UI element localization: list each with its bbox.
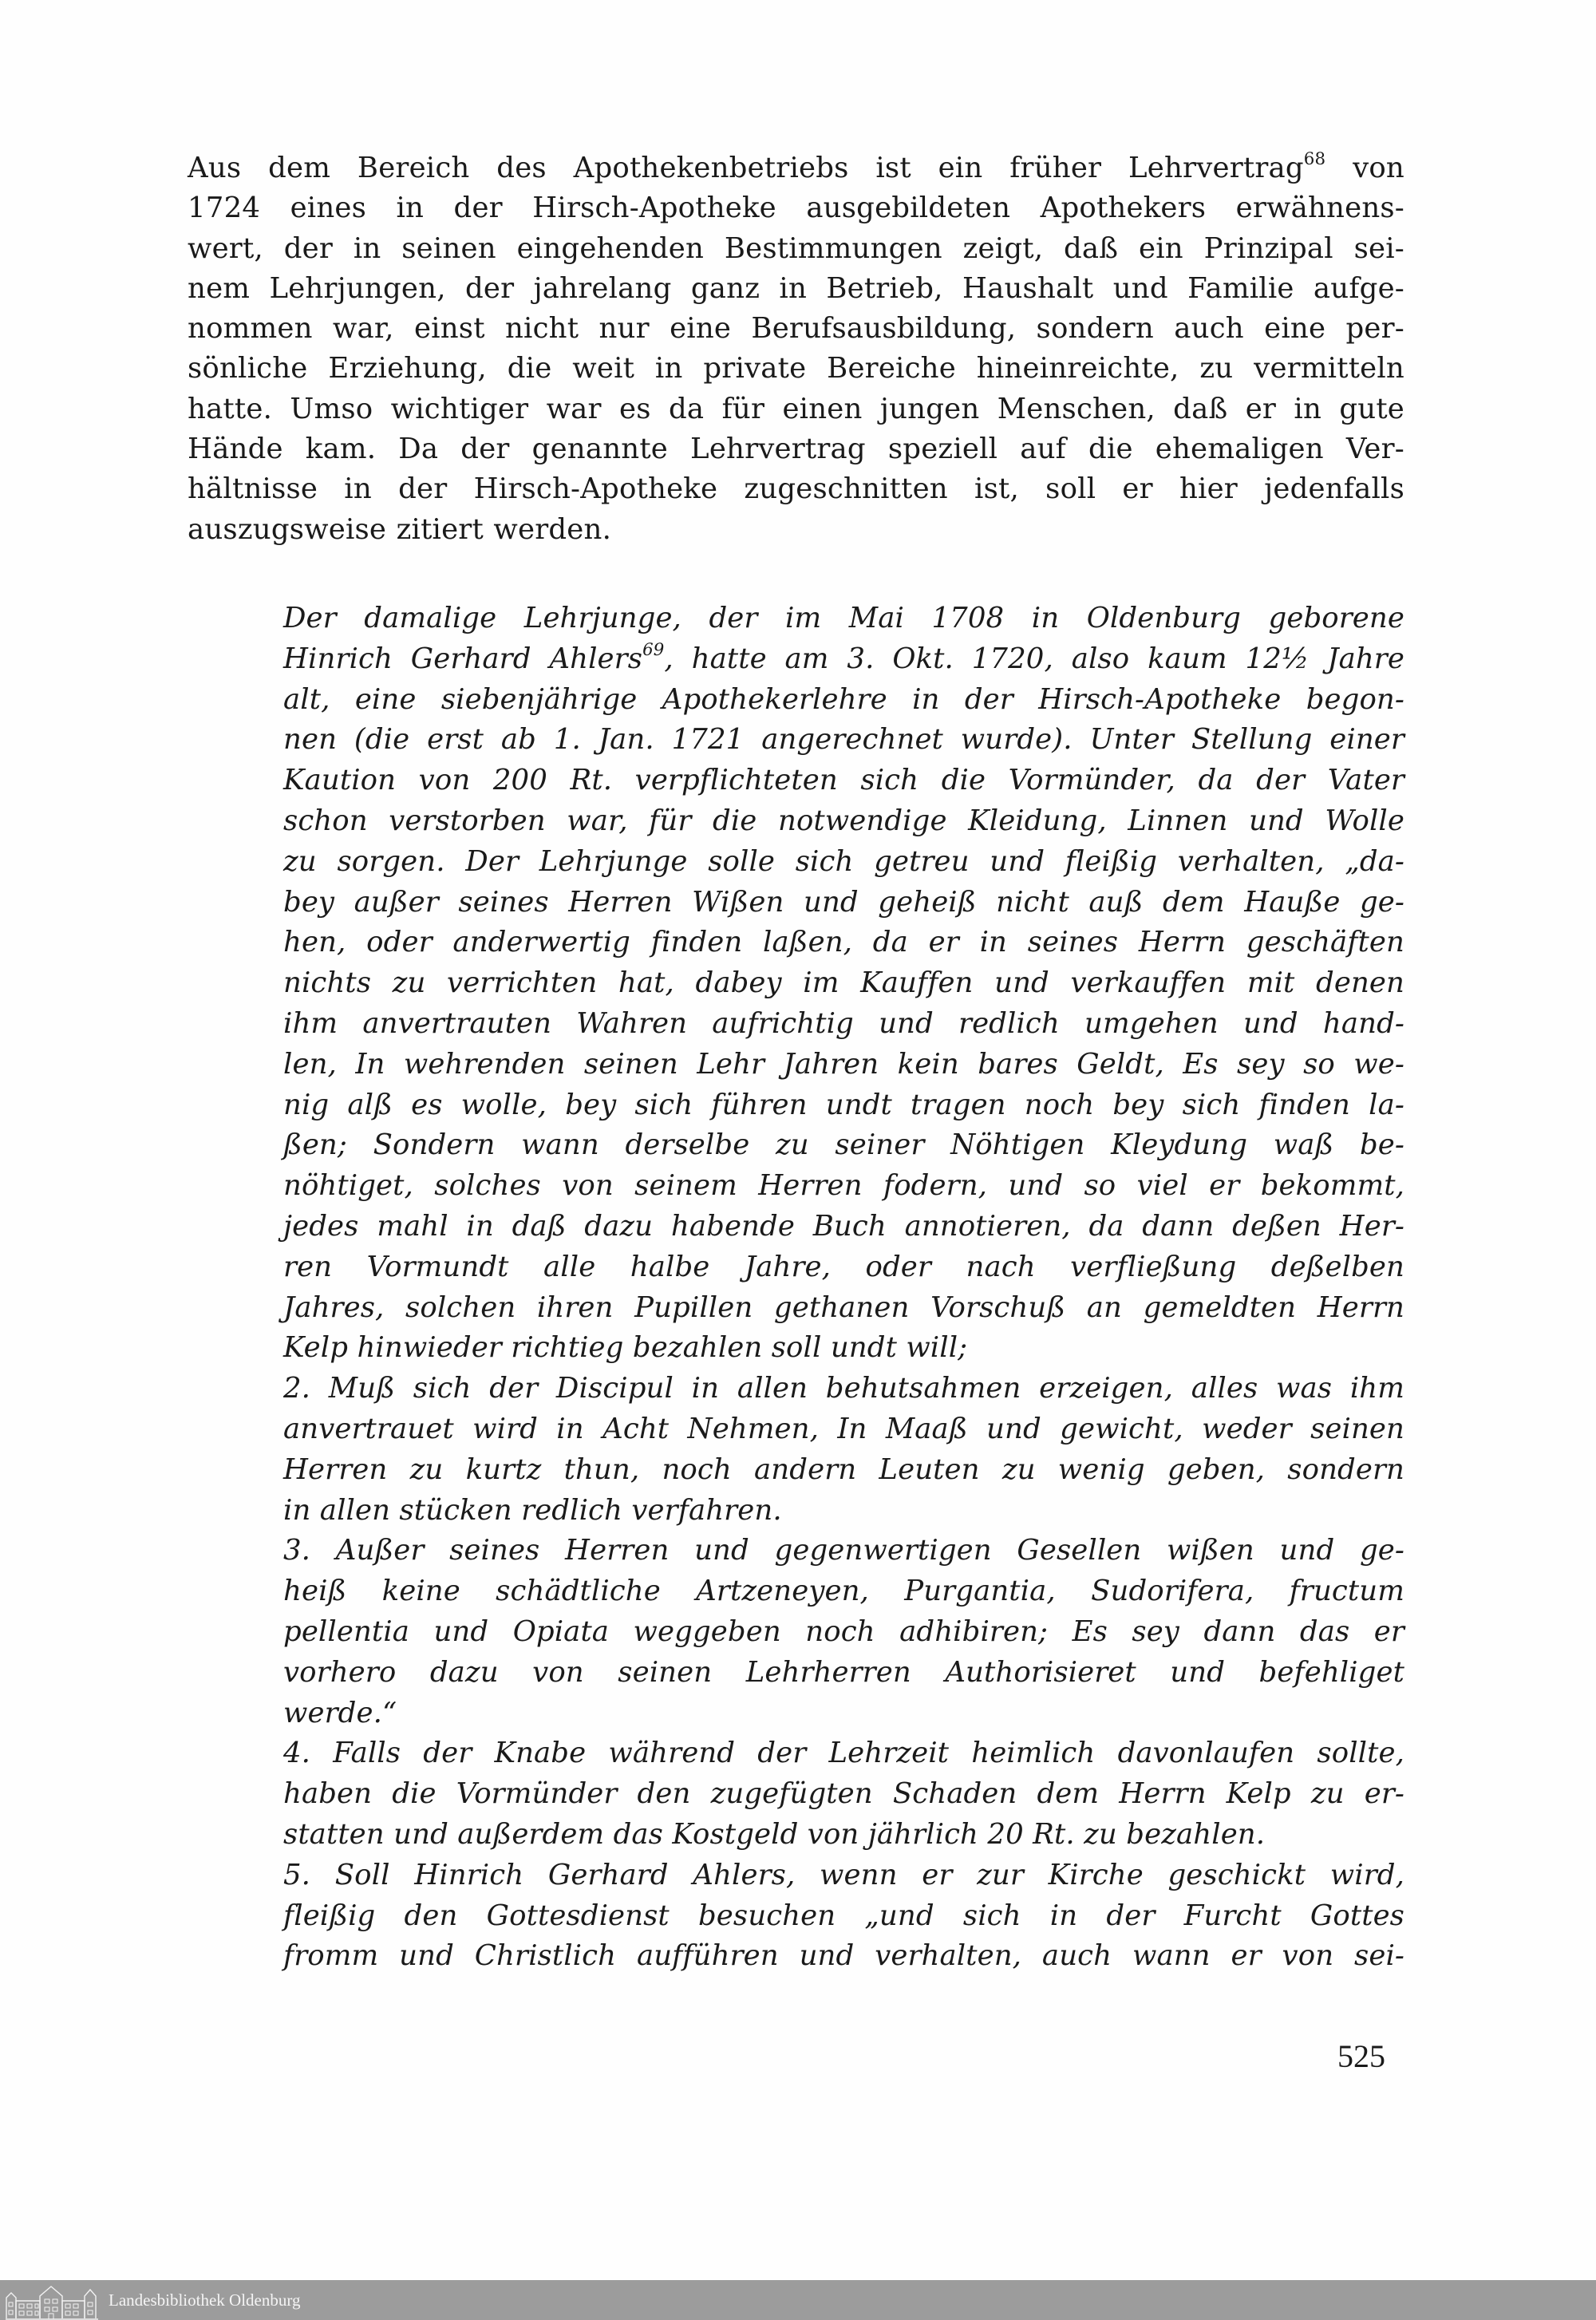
line-text: vorhero dazu von seinen Lehrherren Authorisieret und befehliget — [283, 1655, 1404, 1689]
line-text: ßen; Sondern wann derselbe zu seiner Nöhtigen Kleydung waß be- — [283, 1128, 1404, 1162]
line-text: , hatte am 3. Okt. 1720, also kaum 12½ Jahre — [664, 642, 1404, 675]
text-line — [283, 1774, 1404, 1815]
line-text: nommen war, einst nicht nur eine Berufsausbildung, sondern auch eine per- — [188, 312, 1404, 346]
line-text: anvertrauet wird in Acht Nehmen, In Maaß und gewicht, weder seinen — [283, 1412, 1404, 1445]
library-name: Landesbibliothek Oldenburg — [109, 2290, 301, 2310]
line-text: Herren zu kurtz thun, noch andern Leuten zu wenig geben, sondern — [283, 1452, 1404, 1486]
line-text: 4. Falls der Knabe während der Lehrzeit heimlich davonlaufen sollte, — [283, 1737, 1404, 1770]
text-line — [188, 469, 1404, 509]
text-line — [283, 1491, 1404, 1532]
line-text: ren Vormundt alle halbe Jahre, oder nach verfließung deßelben — [283, 1250, 1404, 1283]
line-text: nöhtiget, solches von seinem Herren fodern, und so viel er bekommt, — [283, 1169, 1404, 1203]
text-line — [283, 1125, 1404, 1166]
line-text: Der damalige Lehrjunge, der im Mai 1708 in Oldenburg geborene — [283, 602, 1404, 634]
text-line — [283, 680, 1404, 721]
text-line — [283, 639, 1404, 680]
text-line — [283, 720, 1404, 761]
text-line — [283, 1409, 1404, 1450]
line-text: nen (die erst ab 1. Jan. 1721 angerechnet wurde). Unter Stellung einer — [283, 723, 1404, 757]
line-text: sönliche Erziehung, die weit in private Bereiche hineinreichte, zu vermitteln — [188, 352, 1404, 385]
line-text: statten und außerdem das Kostgeld von jährlich 20 Rt. zu bezahlen. — [283, 1817, 1266, 1851]
text-line — [283, 1369, 1404, 1409]
text-line — [188, 389, 1404, 429]
footnote-reference: 69 — [642, 639, 665, 660]
line-text: auszugsweise zitiert werden. — [188, 512, 612, 546]
text-line — [283, 1288, 1404, 1329]
line-text: 3. Außer seines Herren und gegenwertigen Gesellen wißen und ge- — [283, 1534, 1404, 1567]
text-line — [283, 1247, 1404, 1288]
text-line — [188, 349, 1404, 389]
line-text: Kelp hinwieder richtieg bezahlen soll undt will; — [283, 1331, 968, 1365]
line-text: nem Lehrjungen, der jahrelang ganz in Betrieb, Haushalt und Familie aufge- — [188, 271, 1404, 305]
line-text: haben die Vormünder den zugefügten Schaden dem Herrn Kelp zu er- — [283, 1777, 1404, 1811]
text-line — [283, 1571, 1404, 1612]
line-text: zu sorgen. Der Lehrjunge solle sich getreu und fleißig verhalten, „da- — [283, 844, 1404, 878]
text-line — [283, 1896, 1404, 1937]
body-paragraph — [188, 148, 1404, 550]
text-line — [283, 1694, 1404, 1734]
line-text: heiß keine schädtliche Artzeneyen, Purgantia, Sudorifera, fructum — [283, 1575, 1404, 1608]
line-text: hältnisse in der Hirsch-Apotheke zugeschnitten ist, soll er hier jedenfalls — [188, 472, 1404, 506]
line-text: fromm und Christlich aufführen und verhalten, auch wann er von sei- — [283, 1939, 1404, 1973]
text-line — [283, 761, 1404, 801]
text-line — [283, 1653, 1404, 1694]
line-text: schon verstorben war, für die notwendige Kleidung, Linnen und Wolle — [283, 804, 1404, 837]
line-text: nig alß es wolle, bey sich führen undt tragen noch bey sich finden la- — [283, 1088, 1404, 1121]
text-line — [283, 1733, 1404, 1774]
text-line — [283, 1085, 1404, 1126]
text-line — [283, 1207, 1404, 1247]
text-line — [283, 1815, 1404, 1856]
text-line — [283, 1045, 1404, 1085]
line-text: Aus dem Bereich des Apothekenbetriebs ist ein früher Lehrvertrag — [188, 152, 1304, 184]
line-text: Hinrich Gerhard Ahlers — [283, 642, 643, 675]
line-text: nichts zu verrichten hat, dabey im Kauffen und verkauffen mit denen — [283, 966, 1404, 1000]
line-text: pellentia und Opiata weggeben noch adhibiren; Es sey dann das er — [283, 1615, 1404, 1648]
line-text: von — [1325, 152, 1404, 184]
line-text: bey außer seines Herren Wißen und geheiß nicht auß dem Hauße ge- — [283, 885, 1404, 919]
text-line — [283, 599, 1404, 639]
line-text: 5. Soll Hinrich Gerhard Ahlers, wenn er zur Kirche geschickt wird, — [283, 1858, 1404, 1891]
line-text: jedes mahl in daß dazu habende Buch annotieren, da dann deßen Her- — [283, 1209, 1404, 1243]
text-line — [188, 269, 1404, 309]
text-line — [283, 1004, 1404, 1045]
line-text: werde.“ — [283, 1696, 397, 1729]
footer-bar — [0, 2280, 1596, 2320]
text-line — [188, 510, 1404, 550]
quoted-contract-excerpt — [283, 599, 1404, 1977]
line-text: 2. Muß sich der Discipul in allen behutsahmen erzeigen, alles was ihm — [283, 1372, 1404, 1405]
text-line — [188, 188, 1404, 228]
line-text: Jahres, solchen ihren Pupillen gethanen Vorschuß an gemeldten Herrn — [283, 1290, 1404, 1324]
text-line — [283, 1936, 1404, 1977]
line-text: len, In wehrenden seinen Lehr Jahren kein bares Geldt, Es sey so we- — [283, 1047, 1404, 1081]
line-text: 1724 eines in der Hirsch-Apotheke ausgebildeten Apothekers erwähnens- — [188, 192, 1404, 225]
text-line — [283, 883, 1404, 923]
text-line — [283, 1856, 1404, 1896]
line-text: in allen stücken redlich verfahren. — [283, 1493, 782, 1527]
text-line — [283, 923, 1404, 963]
text-line — [188, 229, 1404, 269]
line-text: ihm anvertrauten Wahren aufrichtig und redlich umgehen und hand- — [283, 1006, 1404, 1040]
line-text: Hände kam. Da der genannte Lehrvertrag speziell auf die ehemaligen Ver- — [188, 433, 1404, 466]
line-text: hen, oder anderwertig finden laßen, da er in seines Herrn geschäften — [283, 926, 1404, 959]
text-line — [283, 1531, 1404, 1571]
text-line — [188, 148, 1404, 188]
text-line — [283, 1166, 1404, 1207]
text-line — [283, 1450, 1404, 1491]
text-line — [283, 842, 1404, 883]
text-line — [188, 309, 1404, 349]
line-text: Kaution von 200 Rt. verpflichteten sich die Vormünder, da der Vater — [283, 764, 1404, 797]
text-line — [283, 1328, 1404, 1369]
text-line — [283, 801, 1404, 842]
text-line — [283, 1612, 1404, 1653]
page-number: 525 — [1337, 2038, 1385, 2074]
line-text: wert, der in seinen eingehenden Bestimmungen zeigt, daß ein Prinzipal sei- — [188, 231, 1404, 265]
text-line — [188, 429, 1404, 469]
line-text: alt, eine siebenjährige Apothekerlehre in der Hirsch-Apotheke begon- — [283, 682, 1404, 716]
library-building-icon — [5, 2283, 99, 2320]
text-line — [283, 963, 1404, 1004]
line-text: hatte. Umso wichtiger war es da für einen jungen Menschen, daß er in gute — [188, 392, 1404, 425]
footnote-reference: 68 — [1303, 149, 1326, 170]
line-text: fleißig den Gottesdienst besuchen „und sich in der Furcht Gottes — [283, 1899, 1404, 1932]
